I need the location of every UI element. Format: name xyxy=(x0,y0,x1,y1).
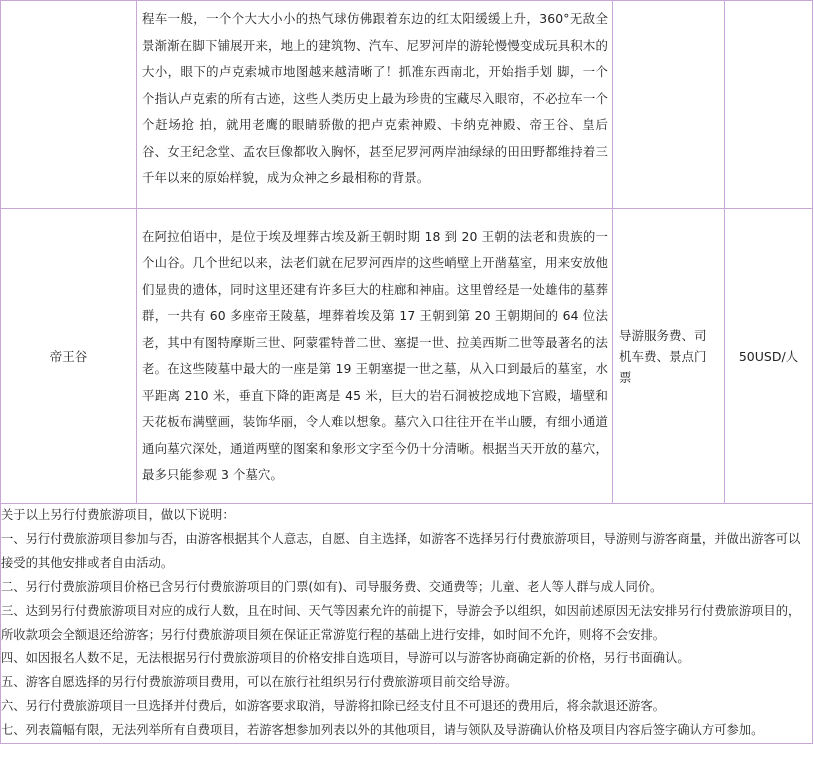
note-item: 四、如因报名人数不足，无法根据另行付费旅游项目的价格安排自选项目，导游可以与游客协商确定新的价格，另行书面确认。 xyxy=(1,651,690,666)
item-price-cell: 50USD/人 xyxy=(725,209,813,504)
item-price-cell xyxy=(725,1,813,209)
item-name-cell: 帝王谷 xyxy=(1,209,137,504)
notes-section xyxy=(1,504,813,744)
item-services-cell xyxy=(613,1,725,209)
note-item: 七、列表篇幅有限，无法列举所有自费项目，若游客想参加列表以外的其他项目，请与领队及导游确认价格及项目内容后签字确认方可参加。 xyxy=(1,723,764,738)
item-name-cell xyxy=(1,1,137,209)
note-item: 五、游客自愿选择的另行付费旅游项目费用，可以在旅行社组织另行付费旅游项目前交给导游。 xyxy=(1,675,518,690)
note-item: 二、另行付费旅游项目价格已含另行付费旅游项目的门票(如有)、司导服务费、交通费等；儿童、老人等人群与成人同价。 xyxy=(1,579,663,594)
item-services-cell: 导游服务费、司机车费、景点门票 xyxy=(613,209,725,504)
table-row xyxy=(1,209,813,504)
table-row xyxy=(1,1,813,209)
notes-intro: 关于以上另行付费旅游项目，做以下说明： xyxy=(1,508,235,522)
notes-row xyxy=(1,504,813,744)
note-item: 一、另行付费旅游项目参加与否，由游客根据其个人意志，自愿、自主选择，如游客不选择另行付费旅游项目，导游则与游客商量，并做出游客可以接受的其他安排或者自由活动。 xyxy=(1,531,801,570)
item-description-cell: 在阿拉伯语中，是位于埃及埋葬古埃及新王朝时期 18 到 20 王朝的法老和贵族的一个山谷。几个世纪以来，法老们就在尼罗河西岸的这些峭壁上开凿墓室，用来安放他们显贵的遗体，同时这里还建有许多巨大的柱廊和神庙。这里曾经是一处雄伟的墓葬群，一共有 60 多座帝王陵墓，埋葬着埃及第 17 王朝到第 20 王朝期间的 64 位法老，其中有图特摩斯三世、阿蒙霍特普二世、塞提一世、拉美西斯二世等最著名的法老。在这些陵墓中最大的一座是第 19 王朝塞提一世之墓，从入口到最后的墓室，水平距离 210 米，垂直下降的距离是 45 米，巨大的岩石洞被挖成地下宫殿，墙壁和天花板布满壁画，装饰华丽，令人难以想象。墓穴入口往往开在半山腰，有细小通道通向墓穴深处，通道两壁的图案和象形文字至今仍十分清晰。根据当天开放的墓穴，最多只能参观 3 个墓穴。 xyxy=(137,209,613,504)
item-description-cell: 程车一般，一个个大大小小的热气球仿佛跟着东边的红太阳缓缓上升，360°无敌全景渐渐在脚下铺展开来，地上的建筑物、汽车、尼罗河岸的游轮慢慢变成玩具积木的大小，眼下的卢克索城市地图越来越清晰了！抓准东西南北，开始指手划 脚，一个个指认卢克索的所有古迹，这些人类历史上最为珍贵的宝藏尽入眼帘，不必拉车一个个赶场抢 拍，就用老鹰的眼睛骄傲的把卢克索神殿、卡纳克神殿、帝王谷、皇后谷、女王纪念堂、孟农巨像都收入胸怀，甚至尼罗河两岸油绿绿的田田野都维持着三千年以来的原始样貌，成为众神之乡最相称的背景。 xyxy=(137,1,613,209)
note-item: 三、达到另行付费旅游项目对应的成行人数，且在时间、天气等因素允许的前提下，导游会予以组织，如因前述原因无法安排另行付费旅游项目的，所收款项会全额退还给游客；另行付费旅游项目须在保证正常游览行程的基础上进行安排，如时间不允许，则将不会安排。 xyxy=(1,603,801,642)
note-item: 六、另行付费旅游项目一旦选择并付费后，如游客要求取消，导游将扣除已经支付且不可退还的费用后，将余款退还游客。 xyxy=(1,699,666,714)
